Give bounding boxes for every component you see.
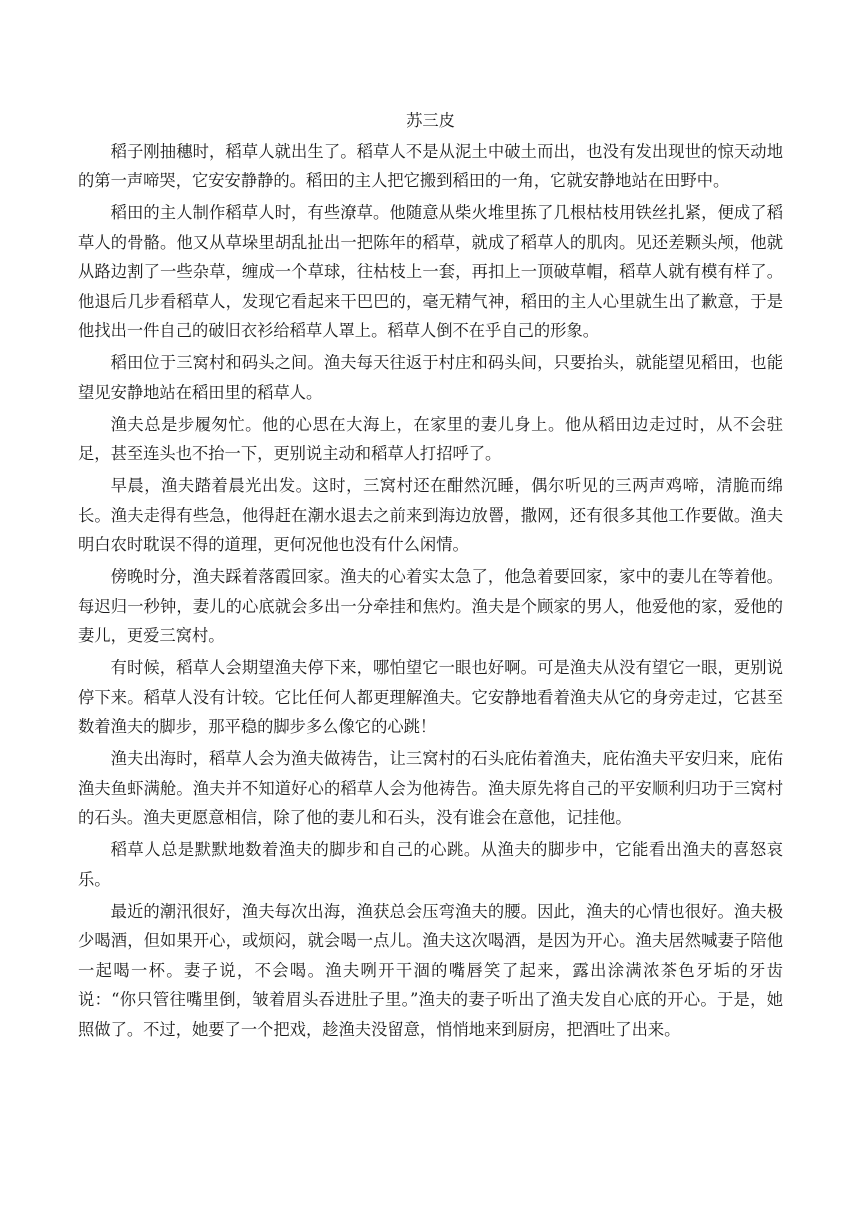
paragraph: 最近的潮汛很好，渔夫每次出海，渔获总会压弯渔夫的腰。因此，渔夫的心情也很好。渔夫极少喝酒，但如果开心，或烦闷，就会喝一点儿。渔夫这次喝酒，是因为开心。渔夫居然喊妻子陪他一起喝一杯。妻子说，不会喝。渔夫咧开干涸的嘴唇笑了起来，露出涂满浓茶色牙垢的牙齿说：“你只管往嘴里倒，皱着眉头吞进肚子里。”渔夫的妻子听出了渔夫发自心底的开心。于是，她照做了。不过，她要了一个把戏，趁渔夫没留意，悄悄地来到厨房，把酒吐了出来。	[78, 901, 783, 1039]
paragraph: 渔夫出海时，稻草人会为渔夫做祷告，让三窝村的石头庇佑着渔夫，庇佑渔夫平安归来，庇佑渔夫鱼虾满舱。渔夫并不知道好心的稻草人会为他祷告。渔夫原先将自己的平安顺利归功于三窝村的石头。渔夫更愿意相信，除了他的妻儿和石头，没有谁会在意他，记挂他。	[78, 749, 783, 827]
paragraph: 稻田的主人制作稻草人时，有些潦草。他随意从柴火堆里拣了几根枯枝用铁丝扎紧，便成了稻草人的骨骼。他又从草垛里胡乱扯出一把陈年的稻草，就成了稻草人的肌肉。见还差颗头颅，他就从路边割了一些杂草，缠成一个草球，往枯枝上一套，再扣上一顶破草帽，稻草人就有模有样了。他退后几步看稻草人，发现它看起来干巴巴的，毫无精气神，稻田的主人心里就生出了歉意，于是他找出一件自己的破旧衣衫给稻草人罩上。稻草人倒不在乎自己的形象。	[78, 203, 783, 340]
paragraph: 渔夫总是步履匆忙。他的心思在大海上，在家里的妻儿身上。他从稻田边走过时，从不会驻足，甚至连头也不抬一下，更别说主动和稻草人打招呼了。	[78, 414, 783, 463]
document-title: 苏三皮	[406, 111, 455, 130]
paragraph: 稻子刚抽穗时，稻草人就出生了。稻草人不是从泥土中破土而出，也没有发出现世的惊天动地的第一声啼哭，它安安静静的。稻田的主人把它搬到稻田的一角，它就安静地站在田野中。	[78, 141, 783, 190]
paragraph: 稻田位于三窝村和码头之间。渔夫每天往返于村庄和码头间，只要抬头，就能望见稻田，也能望见安静地站在稻田里的稻草人。	[78, 353, 783, 402]
paragraph: 傍晚时分，渔夫踩着落霞回家。渔夫的心着实太急了，他急着要回家，家中的妻儿在等着他。每迟归一秒钟，妻儿的心底就会多出一分牵挂和焦灼。渔夫是个顾家的男人，他爱他的家，爱他的妻儿，更爱三窝村。	[78, 567, 783, 645]
paragraph: 早晨，渔夫踏着晨光出发。这时，三窝村还在酣然沉睡，偶尔听见的三两声鸡啼，清脆而绵长。渔夫走得有些急，他得赶在潮水退去之前来到海边放罾，撒网，还有很多其他工作要做。渔夫明白农时耽误不得的道理，更何况他也没有什么闲情。	[78, 476, 783, 554]
document-body	[78, 106, 783, 1047]
paragraph: 有时候，稻草人会期望渔夫停下来，哪怕望它一眼也好啊。可是渔夫从没有望它一眼，更别说停下来。稻草人没有计较。它比任何人都更理解渔夫。它安静地看着渔夫从它的身旁走过，它甚至数着渔夫的脚步，那平稳的脚步多么像它的心跳！	[78, 658, 783, 736]
paragraph: 稻草人总是默默地数着渔夫的脚步和自己的心跳。从渔夫的脚步中，它能看出渔夫的喜怒哀乐。	[78, 840, 783, 889]
